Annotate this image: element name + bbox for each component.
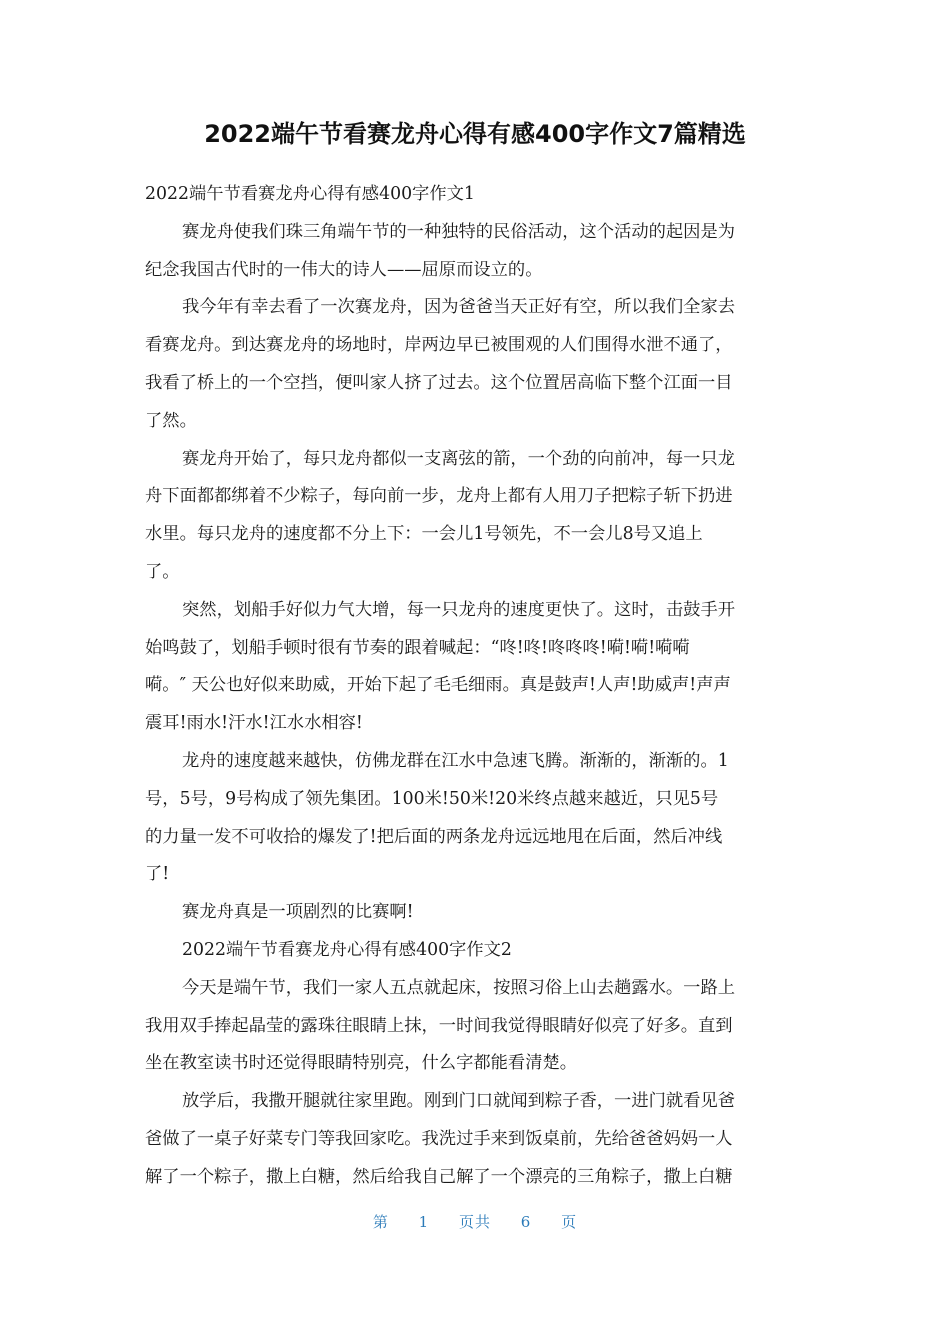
paragraph [145,592,805,743]
text-line: 了然。 [145,410,197,431]
footer-label-pages: 页 [561,1213,578,1231]
text-line: 号，5号，9号构成了领先集团。100米!50米!20米终点越来越近，只见5号 [145,788,719,809]
footer-total-pages: 6 [520,1213,532,1231]
text-line: 水里。每只龙舟的速度都不分上下：一会儿1号领先，不一会儿8号又追上 [145,524,703,545]
paragraph [145,1083,805,1196]
text-line: 今天是端午节，我们一家人五点就起床，按照习俗上山去趟露水。一路上 [182,977,736,998]
text-line: 我用双手捧起晶莹的露珠往眼睛上抹，一时间我觉得眼睛好似亮了好多。直到 [145,1015,733,1036]
document-body [145,176,805,1197]
text-line: 始鸣鼓了，划船手顿时很有节奏的跟着喊起：“咚!咚!咚咚咚!嗬!嗬!嗬嗬 [145,637,690,658]
text-line: 看赛龙舟。到达赛龙舟的场地时，岸两边早已被围观的人们围得水泄不通了， [145,335,733,356]
text-line: 爸做了一桌子好菜专门等我回家吃。我洗过手来到饭桌前，先给爸爸妈妈一人 [145,1128,733,1149]
paragraph [145,214,805,290]
paragraph [145,289,805,440]
text-line: 了。 [145,561,180,582]
paragraph [145,743,805,894]
text-line: 解了一个粽子，撒上白糖，然后给我自己解了一个漂亮的三角粽子，撒上白糖 [145,1166,733,1187]
text-line: 2022端午节看赛龙舟心得有感400字作文1 [145,184,475,204]
text-line: 舟下面都都绑着不少粽子，每向前一步，龙舟上都有人用刀子把粽子斩下扔进 [145,486,733,507]
paragraph [145,932,805,970]
page-footer [0,1211,950,1232]
text-line: 龙舟的速度越来越快，仿佛龙群在江水中急速飞腾。渐渐的，渐渐的。1 [182,750,729,771]
paragraph [145,441,805,592]
text-line: 纪念我国古代时的一伟大的诗人——屈原而设立的。 [145,259,543,280]
text-line: 嗬。″ 天公也好似来助威，开始下起了毛毛细雨。真是鼓声!人声!助威声!声声 [145,675,731,696]
text-line: 突然，划船手好似力气大增，每一只龙舟的速度更快了。这时，击鼓手开 [182,599,736,620]
footer-page-number: 1 [418,1213,430,1231]
text-line: 了! [145,864,170,885]
text-line: 我今年有幸去看了一次赛龙舟，因为爸爸当天正好有空，所以我们全家去 [182,297,736,318]
paragraph [145,894,805,932]
footer-label-page: 第 [372,1213,389,1231]
text-line: 赛龙舟使我们珠三角端午节的一种独特的民俗活动，这个活动的起因是为 [182,221,736,242]
footer-label-of: 页共 [458,1213,491,1231]
text-line: 的力量一发不可收拾的爆发了!把后面的两条龙舟远远地甩在后面，然后冲线 [145,826,723,847]
text-line: 赛龙舟开始了，每只龙舟都似一支离弦的箭，一个劲的向前冲，每一只龙 [182,448,736,469]
text-line: 我看了桥上的一个空挡，便叫家人挤了过去。这个位置居高临下整个江面一目 [145,372,733,393]
text-line: 赛龙舟真是一项剧烈的比赛啊! [182,902,414,923]
document-title: 2022端午节看赛龙舟心得有感400字作文7篇精选 [204,120,746,148]
paragraph [145,970,805,1083]
text-line: 坐在教室读书时还觉得眼睛特别亮，什么字都能看清楚。 [145,1053,578,1074]
text-line: 放学后，我撒开腿就往家里跑。刚到门口就闻到粽子香，一进门就看见爸 [182,1091,736,1112]
paragraph [145,176,805,214]
text-line: 震耳!雨水!汗水!江水水相容! [145,713,363,734]
text-line: 2022端午节看赛龙舟心得有感400字作文2 [182,939,512,960]
